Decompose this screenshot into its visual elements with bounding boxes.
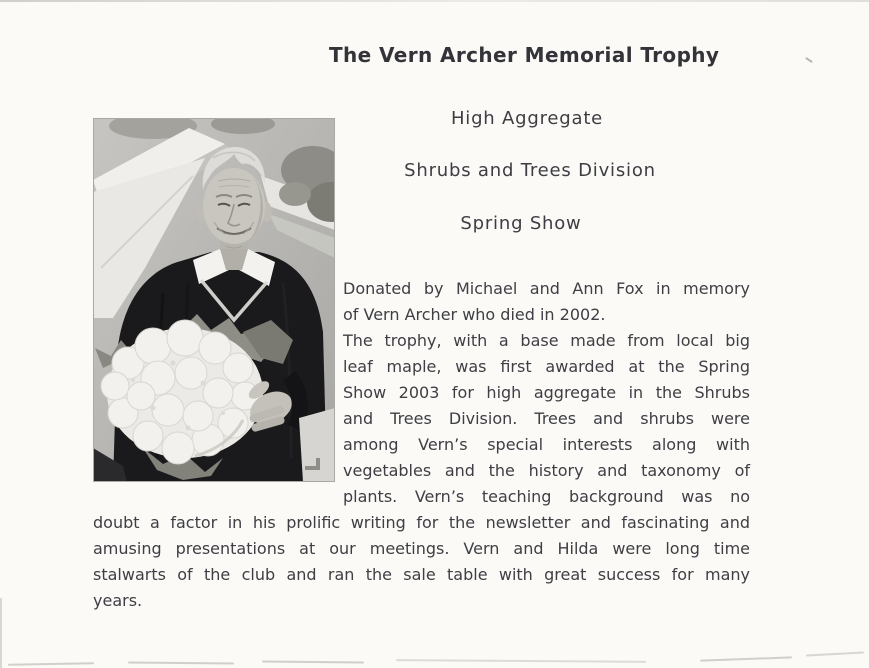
- heading-shrubs-trees-division: Shrubs and Trees Division: [404, 160, 656, 181]
- scan-artifact-streak: [806, 651, 864, 656]
- body-text-line: doubt a factor in his prolific writing for the newsletter and fascinating and: [93, 513, 750, 532]
- heading-high-aggregate: High Aggregate: [450, 108, 604, 129]
- body-text-line: leaf maple, was first awarded at the Spring: [343, 357, 750, 376]
- heading-spring-show: Spring Show: [460, 213, 582, 234]
- body-text-line: plants. Vern’s teaching background was no: [343, 487, 750, 506]
- page-title: The Vern Archer Memorial Trophy: [329, 43, 720, 67]
- body-text-wrapped: [343, 276, 750, 510]
- vern-archer-photo: [93, 118, 335, 482]
- body-text-full: [93, 510, 750, 614]
- body-text-line: The trophy, with a base made from local big: [343, 331, 750, 350]
- scan-artifact-streak: [8, 662, 94, 666]
- scan-artifact-streak: [262, 660, 364, 663]
- body-text-line: stalwarts of the club and ran the sale table with great success for many: [93, 565, 750, 584]
- body-text-line: years.: [93, 591, 143, 610]
- photo-illustration: [93, 118, 335, 482]
- body-text-line: amusing presentations at our meetings. Vern and Hilda were long time: [93, 539, 750, 558]
- scan-artifact-left-edge: [0, 598, 2, 668]
- body-text-line: Show 2003 for high aggregate in the Shrubs: [343, 383, 750, 402]
- body-text-line: among Vern’s special interests along with: [343, 435, 750, 454]
- body-text-line: vegetables and the history and taxonomy of: [343, 461, 750, 480]
- scan-artifact-speck: [805, 57, 813, 63]
- scan-artifact-streak: [128, 662, 234, 665]
- body-text-line: of Vern Archer who died in 2002.: [343, 305, 606, 324]
- body-text-line: and Trees Division. Trees and shrubs were: [343, 409, 750, 428]
- scan-artifact-streak: [700, 656, 792, 661]
- scan-artifact-streak: [396, 659, 646, 663]
- body-text-line: Donated by Michael and Ann Fox in memory: [343, 279, 750, 298]
- scan-artifact-top-edge: [0, 0, 869, 2]
